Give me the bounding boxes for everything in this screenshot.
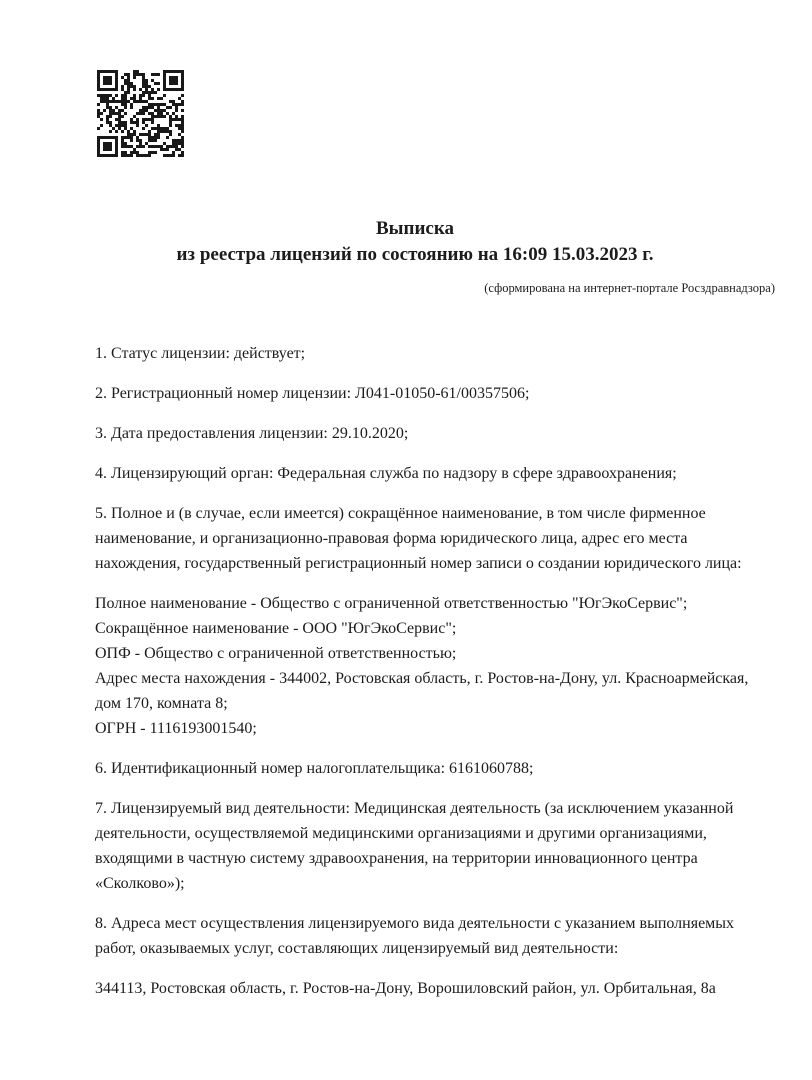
title-line-2: из реестра лицензий по состоянию на 16:09 15.03.2023 г. <box>176 244 654 265</box>
license-grant-date: 3. Дата предоставления лицензии: 29.10.2020; <box>95 425 409 442</box>
title-line-1: Выписка <box>376 218 454 239</box>
document-title <box>75 216 755 268</box>
activity-address: 344113, Ростовская область, г. Ростов-на-Дону, Ворошиловский район, ул. Орбитальная, 8а <box>95 980 716 997</box>
qr-code-image <box>97 70 184 157</box>
qr-code-icon <box>97 70 184 157</box>
taxpayer-inn: 6. Идентификационный номер налогоплательщика: 6161060788; <box>95 760 534 777</box>
org-short-name: Сокращённое наименование - ООО "ЮгЭкоСервис"; <box>95 620 457 637</box>
license-reg-number: 2. Регистрационный номер лицензии: Л041-01050-61/00357506; <box>95 385 530 402</box>
activity-addresses-heading: 8. Адреса мест осуществления лицензируемого вида деятельности с указанием выполняемых работ, оказываемых услуг, составляющих лицензируемый вид деятельности: <box>95 915 735 957</box>
org-legal-form: ОПФ - Общество с ограниченной ответственностью; <box>95 645 457 662</box>
licensing-authority: 4. Лицензирующий орган: Федеральная служба по надзору в сфере здравоохранения; <box>95 465 677 482</box>
document-body <box>95 341 775 1016</box>
org-ogrn: ОГРН - 1116193001540; <box>95 720 257 737</box>
org-info-heading: 5. Полное и (в случае, если имеется) сокращённое наименование, в том числе фирменное наименование, и организационно-правовая форма юридического лица, адрес его места нахождения, государственный регистрационный номер записи о создании юридического лица: <box>95 505 742 572</box>
org-full-name: Полное наименование - Общество с ограниченной ответственностью "ЮгЭкоСервис"; <box>95 595 688 612</box>
license-status: 1. Статус лицензии: действует; <box>95 345 306 362</box>
document-subtitle: (сформирована на интернет-портале Росздравнадзора) <box>484 281 775 295</box>
licensed-activity: 7. Лицензируемый вид деятельности: Медицинская деятельность (за исключением указанной деятельности, осуществляемой медицинскими организациями и другими организациями, входящими в частную систему здравоохранения, на территории инновационного центра «Сколково»); <box>95 800 734 892</box>
org-address: Адрес места нахождения - 344002, Ростовская область, г. Ростов-на-Дону, ул. Красноармейская, дом 170, комната 8; <box>95 670 749 712</box>
